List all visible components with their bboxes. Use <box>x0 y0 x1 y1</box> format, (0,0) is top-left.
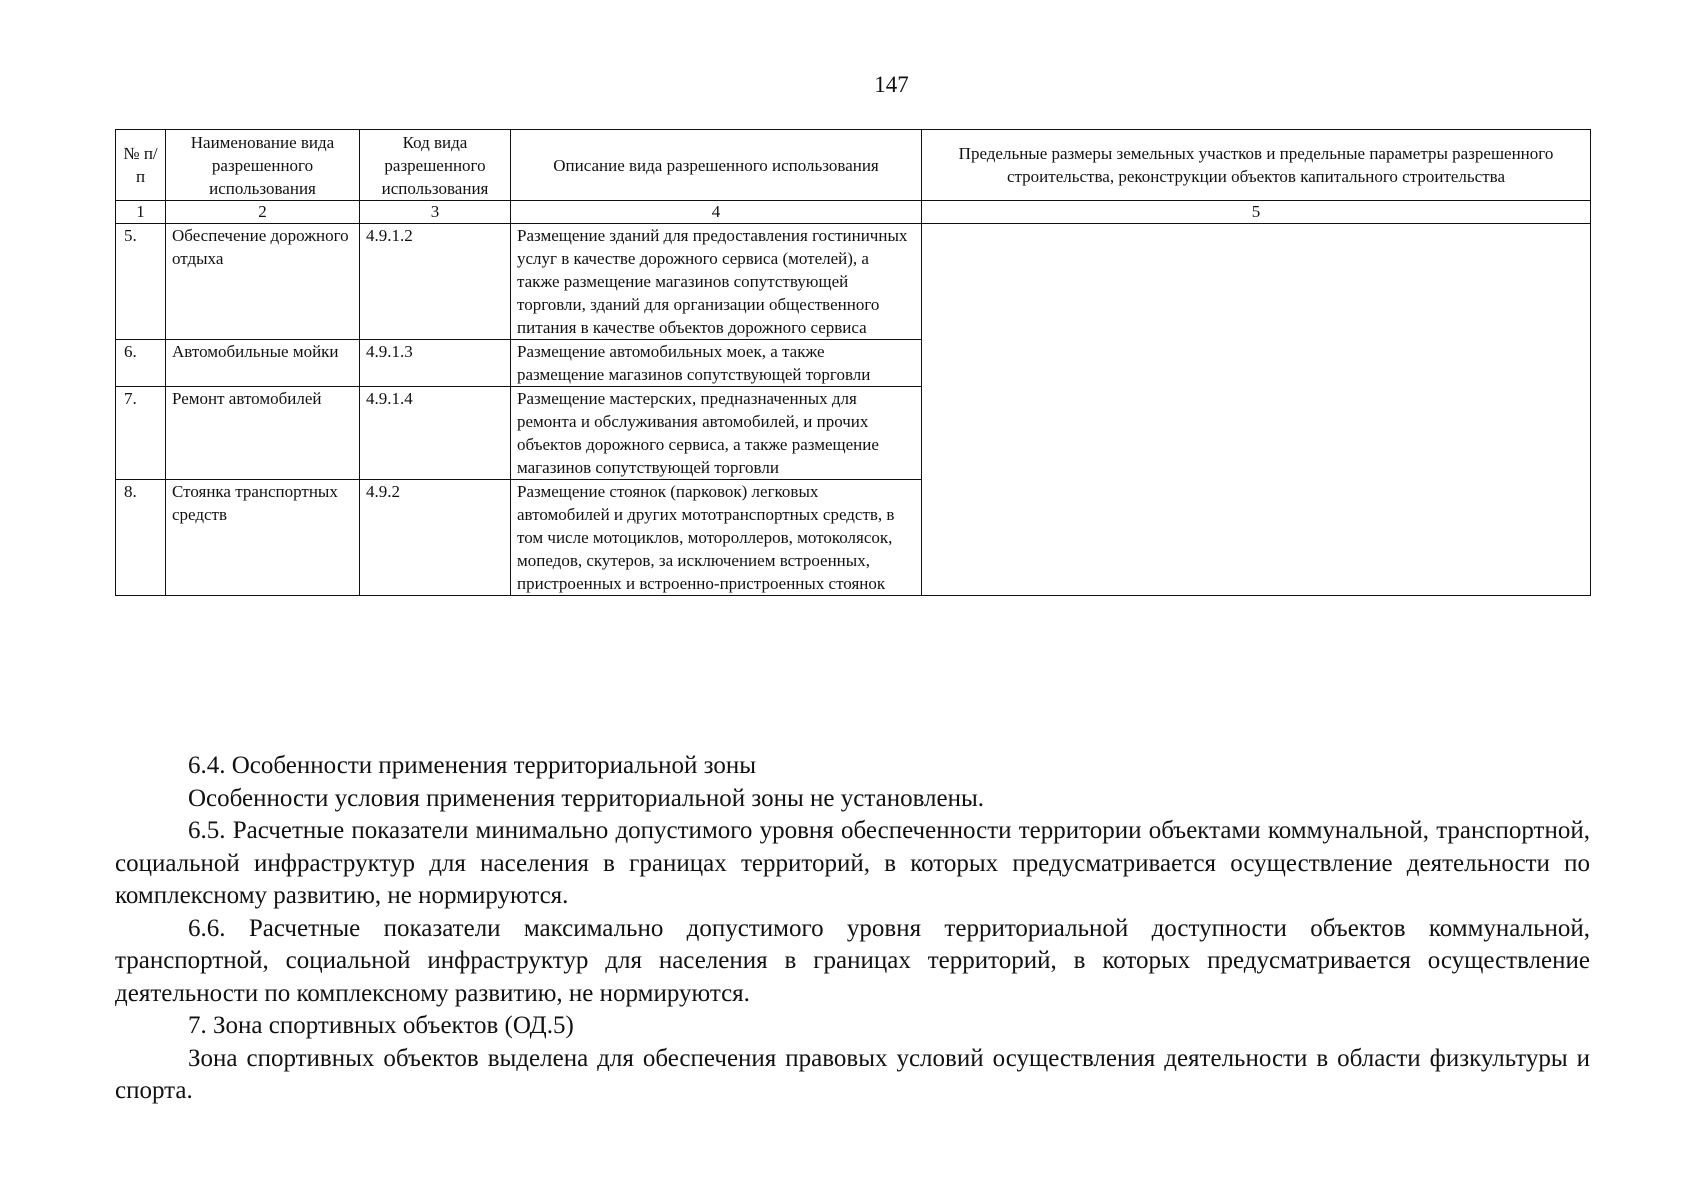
use-code: 4.9.1.2 <box>360 224 511 340</box>
page-number: 147 <box>874 72 909 97</box>
use-name: Стоянка транспортных средств <box>166 480 360 596</box>
use-description: Размещение мастерских, предназначенных для ремонта и обслуживания автомобилей, и прочих объектов дорожного сервиса, а также размещение магазинов сопутствующей торговли <box>511 387 922 480</box>
use-description: Размещение автомобильных моек, а также размещение магазинов сопутствующей торговли <box>511 340 922 387</box>
header-use-description: Описание вида разрешенного использования <box>511 130 922 201</box>
use-description: Размещение стоянок (парковок) легковых автомобилей и других мототранспортных средств, в том числе мотоциклов, мотороллеров, мотоколясок, мопедов, скутеров, за исключением встроенных, пристроенных и встроенно-пристроенных стоянок <box>511 480 922 596</box>
header-limits: Предельные размеры земельных участков и предельные параметры разрешенного строительства, реконструкции объектов капитального строительства <box>922 130 1591 201</box>
column-number-row <box>116 201 1591 224</box>
use-name: Обеспечение дорожного отдыха <box>166 224 360 340</box>
paragraph: Зона спортивных объектов выделена для обеспечения правовых условий осуществления деятельности в области физкультуры и спорта. <box>115 1044 1590 1104</box>
table-row <box>116 224 1591 340</box>
header-number: № п/п <box>116 130 166 201</box>
column-number: 2 <box>166 201 360 224</box>
limits-cell <box>922 224 1591 596</box>
table-header-row <box>116 130 1591 201</box>
paragraph: 6.5. Расчетные показатели минимально допустимого уровня обеспеченности территории объектами коммунальной, транспортной, социальной инфраструктур для населения в границах территорий, в которых предусматривается осуществление деятельности по комплексному развитию, не нормируются. <box>115 817 1590 909</box>
paragraph: 6.6. Расчетные показатели максимально допустимого уровня территориальной доступности объектов коммунальной, транспортной, социальной инфраструктур для населения в границах территорий, в которых предусматривается осуществление деятельности по комплексному развитию, не нормируются. <box>115 914 1590 1007</box>
header-use-name: Наименование вида разрешенного использования <box>166 130 360 201</box>
column-number: 5 <box>922 201 1591 224</box>
paragraph: Особенности условия применения территориальной зоны не установлены. <box>188 784 985 812</box>
use-code: 4.9.1.4 <box>360 387 511 480</box>
section-heading: 7. Зона спортивных объектов (ОД.5) <box>188 1012 574 1039</box>
header-use-code: Код вида разрешенного использования <box>360 130 511 201</box>
use-name: Автомобильные мойки <box>166 340 360 387</box>
use-code: 4.9.2 <box>360 480 511 596</box>
row-number: 5. <box>116 224 166 340</box>
use-code: 4.9.1.3 <box>360 340 511 387</box>
use-description: Размещение зданий для предоставления гостиничных услуг в качестве дорожного сервиса (мотелей), а также размещение магазинов сопутствующей торговли, зданий для организации общественного питания в качестве объектов дорожного сервиса <box>511 224 922 340</box>
row-number: 6. <box>116 340 166 387</box>
use-name: Ремонт автомобилей <box>166 387 360 480</box>
column-number: 3 <box>360 201 511 224</box>
row-number: 7. <box>116 387 166 480</box>
permitted-use-table <box>115 129 1591 596</box>
column-number: 1 <box>116 201 166 224</box>
column-number: 4 <box>511 201 922 224</box>
section-heading: 6.4. Особенности применения территориальной зоны <box>188 752 757 779</box>
body-text <box>115 750 1590 1108</box>
row-number: 8. <box>116 480 166 596</box>
